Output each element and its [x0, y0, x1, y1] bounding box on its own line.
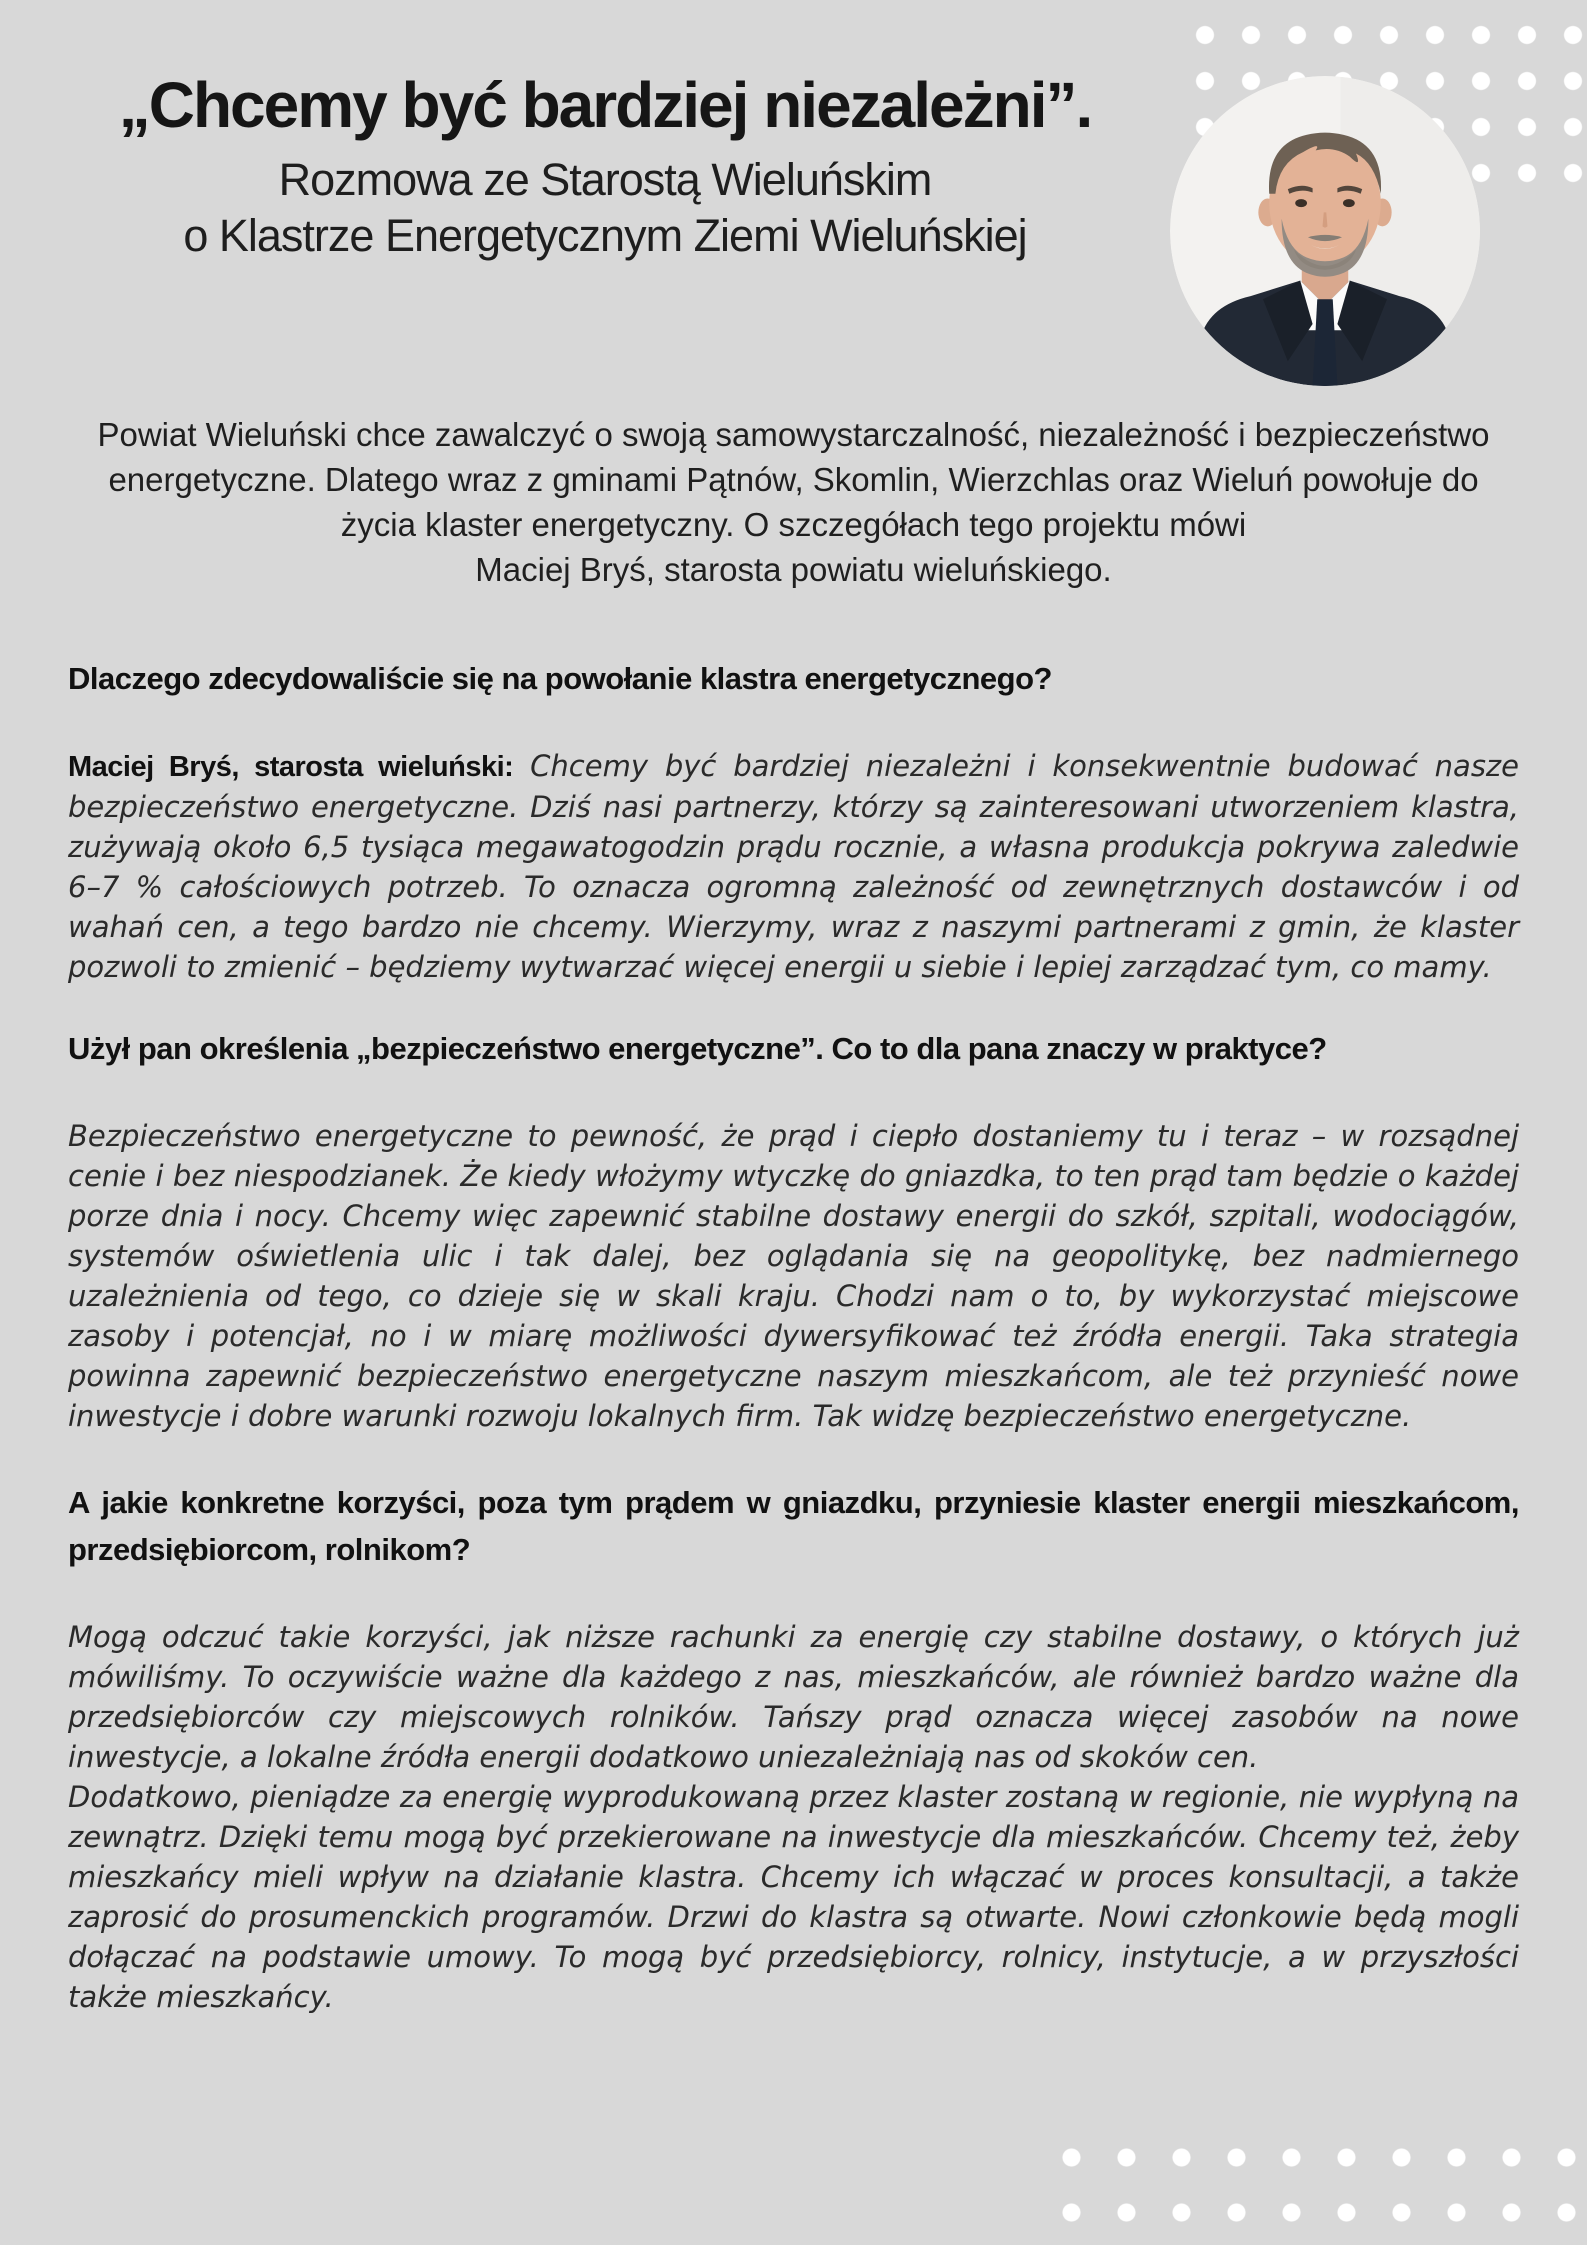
header	[0, 0, 1587, 392]
answer-3-text-part-1: Mogą odczuć takie korzyści, jak niższe rachunki za energię czy stabilne dostawy, o których już mówiliśmy. To oczywiście ważne dla każdego z nas, mieszkańców, ale również bardzo ważne dla przedsiębiorców czy miejscowych rolników. Tańszy prąd oznacza więcej zasobów na nowe inwestycje, a lokalne źródła energii dodatkowo uniezależniają nas od skoków cen.	[68, 1620, 1519, 1774]
subtitle-line-2: o Klastrze Energetycznym Ziemi Wieluńskiej	[183, 210, 1027, 261]
answer-2	[68, 1116, 1519, 1436]
question-2: Użył pan określenia „bezpieczeństwo energetyczne”. Co to dla pana znaczy w praktyce?	[68, 1031, 1327, 1066]
question-1: Dlaczego zdecydowaliście się na powołanie klastra energetycznego?	[68, 661, 1052, 696]
question-3: A jakie konkretne korzyści, poza tym prądem w gniazdku, przyniesie klaster energii mieszkańcom, przedsiębiorcom, rolnikom?	[68, 1485, 1519, 1567]
answer-1-speaker: Maciej Bryś, starosta wieluński:	[68, 751, 514, 783]
page-title: „Chcemy być bardziej niezależni”.	[118, 69, 1092, 141]
dot-pattern-bottom-right	[1044, 2130, 1587, 2240]
answer-3	[68, 1617, 1519, 2017]
intro-text: Powiat Wieluński chce zawalczyć o swoją samowystarczalność, niezależność i bezpieczeństwo energetyczne. Dlatego wraz z gminami Pątnów, Skomlin, Wierzchlas oraz Wieluń powołuje do życia klaster energetyczny. O szczegółach tego projektu mówi	[97, 416, 1490, 543]
intro-paragraph	[68, 412, 1519, 592]
subtitle-line-1: Rozmowa ze Starostą Wieluńskim	[278, 154, 932, 205]
portrait-illustration	[1170, 76, 1480, 386]
article-body	[0, 412, 1587, 2017]
answer-1-text: Chcemy być bardziej niezależni i konsekwentnie budować nasze bezpieczeństwo energetyczne. Dziś nasi partnerzy, którzy są zainteresowani utworzeniem klastra, zużywają około 6,5 tysiąca megawatogodzin prądu rocznie, a własna produkcja pokrywa zaledwie 6–7 % całościowych potrzeb. To oznacza ogromną zależność od zewnętrznych dostawców i od wahań cen, a tego bardzo nie chcemy. Wierzymy, wraz z naszymi partnerami z gmin, że klaster pozwoli to zmienić – będziemy wytwarzać więcej energii u siebie i lepiej zarządzać tym, co mamy.	[68, 749, 1519, 984]
intro-byline: Maciej Bryś, starosta powiatu wieluńskiego.	[475, 551, 1112, 588]
answer-3-text-part-2: Dodatkowo, pieniądze za energię wyprodukowaną przez klaster zostaną w regionie, nie wypłyną na zewnątrz. Dzięki temu mogą być przekierowane na inwestycje dla mieszkańców. Chcemy też, żeby mieszkańcy mieli wpływ na działanie klastra. Chcemy ich włączać w proces konsultacji, a także zaprosić do prosumenckich programów. Drzwi do klastra są otwarte. Nowi członkowie będą mogli dołączać na podstawie umowy. To mogą być przedsiębiorcy, rolnicy, instytucje, a w przyszłości także mieszkańcy.	[68, 1780, 1519, 2014]
answer-1	[68, 746, 1519, 987]
page-subtitle	[60, 152, 1150, 264]
portrait-photo	[1170, 76, 1480, 386]
answer-2-text: Bezpieczeństwo energetyczne to pewność, że prąd i ciepło dostaniemy tu i teraz – w rozsądnej cenie i bez niespodzianek. Że kiedy włożymy wtyczkę do gniazdka, to ten prąd tam będzie o każdej porze dnia i nocy. Chcemy więc zapewnić stabilne dostawy energii do szkół, szpitali, wodociągów, systemów oświetlenia ulic i tak dalej, bez oglądania się na geopolitykę, bez nadmiernego uzależnienia od tego, co dzieje się w skali kraju. Chodzi nam o to, by wykorzystać miejscowe zasoby i potencjał, no i w miarę możliwości dywersyfikować też źródła energii. Taka strategia powinna zapewnić bezpieczeństwo energetyczne naszym mieszkańcom, ale też przynieść nowe inwestycje i dobre warunki rozwoju lokalnych firm. Tak widzę bezpieczeństwo energetyczne.	[68, 1119, 1519, 1433]
header-text	[60, 70, 1150, 264]
